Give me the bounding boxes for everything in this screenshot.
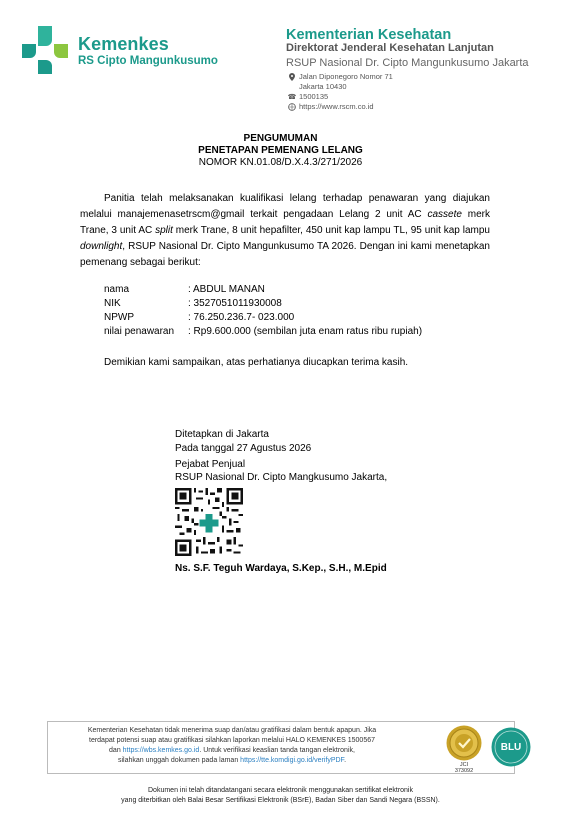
sign-date: Pada tanggal 27 Agustus 2026 [175,443,312,454]
footer-line-3a: dan [109,747,123,754]
jci-label-1: JCI [459,762,469,768]
field-value-offer: : Rp9.600.000 (sembilan juta enam ratus ribu rupiah) [188,326,423,337]
field-label-npwp: NPWP [104,312,134,323]
address-line-1 [288,72,393,81]
bottom-note-1: Dokumen ini telah ditandatangani secara elektronik menggunakan sertifikat elektronik [148,787,413,794]
sign-institution: RSUP Nasional Dr. Cipto Mangkusumo Jakarta, [175,472,388,483]
field-value-npwp: : 76.250.236.7- 023.000 [188,312,295,323]
jci-label [446,762,482,774]
blu-logo-icon [491,727,531,767]
sign-place: Ditetapkan di Jakarta [175,429,269,440]
qr-code-icon[interactable] [175,488,243,556]
footer-line-1: Kementerian Kesehatan tidak menerima suap dan/atau gratifikasi dalam bentuk apapun. Jika [87,727,377,734]
footer-disclaimer [52,726,412,766]
field-value-nik: : 3527051011930008 [188,298,282,309]
jci-seal-icon [446,725,482,761]
address-line-2-text: Jakarta 10430 [299,82,347,91]
website-line [288,102,374,111]
verify-pdf-link[interactable]: https://tte.komdigi.go.id/verifyPDF [240,757,345,764]
field-label-offer: nilai penawaran [104,326,175,337]
field-label-nik: NIK [104,298,121,309]
address-line-1-text: Jalan Diponegoro Nomor 71 [299,72,393,81]
brand-name: Kemenkes [78,34,169,54]
footer-line-3 [52,746,412,756]
intro-text-3: merk Trane, 8 unit hepafilter, 450 unit kap lampu TL, 95 unit kap lampu [172,225,490,236]
address-line-2 [299,82,347,91]
footer-line-4 [52,756,412,766]
location-pin-icon [288,73,296,81]
signer-name: Ns. S.F. Teguh Wardaya, S.Kep., S.H., M.Epid [175,563,387,574]
intro-paragraph [80,191,490,271]
intro-italic-1: cassete [427,209,462,220]
hospital-name: RSUP Nasional Dr. Cipto Mangunkusumo Jakarta [286,57,529,69]
footer-line-4a: silahkan unggah dokumen pada laman [117,757,241,764]
bottom-note-2: yang diterbitkan oleh Balai Besar Sertifikasi Elektronik (BSrE), Badan Siber dan Sandi Negara (BSSN). [121,797,440,804]
phone-icon: ☎ [287,93,297,101]
wbs-link[interactable]: https://wbs.kemkes.go.id [122,747,200,754]
blu-label: BLU [500,742,522,753]
footer-line-3b: . Untuk verifikasi keaslian tanda tangan elektronik, [199,747,355,754]
field-value-nama: : ABDUL MANAN [188,284,265,295]
intro-italic-2: split [155,225,173,236]
document-number: NOMOR KN.01.08/D.X.4.3/271/2026 [198,157,363,168]
phone-text: 1500135 [299,92,329,101]
globe-icon [288,103,296,111]
intro-italic-3: downlight [80,241,123,252]
closing-paragraph: Demikian kami sampaikan, atas perhatianya diucapkan terima kasih. [104,357,409,368]
jci-label-2: 373092 [454,768,474,774]
kemenkes-logo-icon [18,22,74,78]
directorate-name: Direktorat Jenderal Kesehatan Lanjutan [286,42,494,54]
ministry-name: Kementerian Kesehatan [286,27,452,43]
brand-subtitle: RS Cipto Mangunkusumo [78,55,218,67]
field-label-nama: nama [104,284,130,295]
footer-line-4b: . [344,757,347,764]
announcement-subtitle: PENETAPAN PEMENANG LELANG [198,145,363,156]
phone-line [288,92,328,101]
sign-role: Pejabat Penjual [175,459,246,470]
announcement-title: PENGUMUMAN [243,133,318,144]
footer-line-2: terdapat potensi suap atau gratifikasi silahkan laporkan melalui HALO KEMENKES 1500567 [89,737,375,744]
website-text[interactable]: https://www.rscm.co.id [299,102,374,111]
intro-text-1: Panitia telah melaksanakan kualifikasi lelang terhadap penawaran yang diajukan melalui manajemenasetrscm@gmail terkait pengadaan Lelang 2 unit AC [80,193,490,220]
intro-text-2: merk Trane, 3 unit AC [80,209,490,236]
intro-text-4: , RSUP Nasional Dr. Cipto Mangunkusumo TA 2026. Dengan ini kami menetapkan pemenang sebagai berikut: [80,241,490,268]
